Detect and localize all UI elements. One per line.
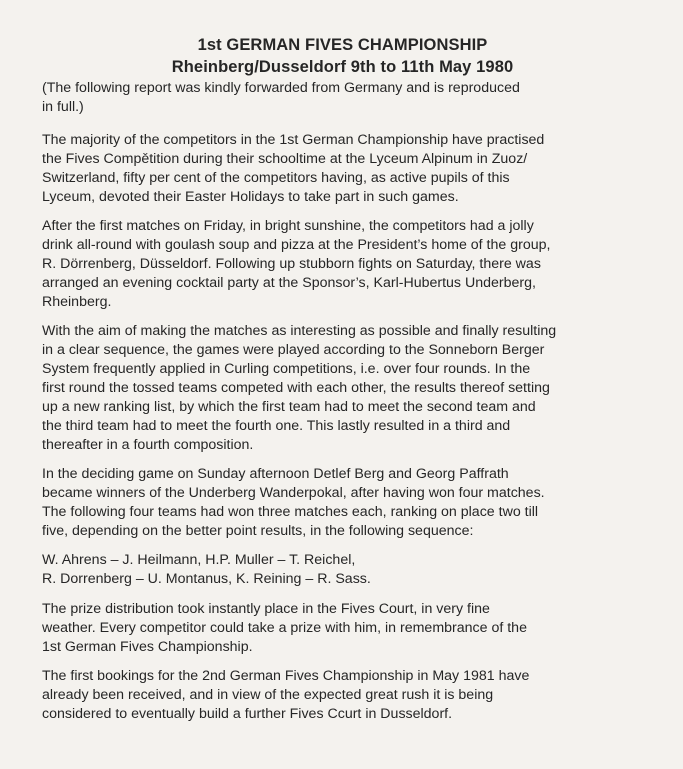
paragraph-line: The majority of the competitors in the 1st German Championship have practised: [42, 132, 545, 148]
team-ranking-row: R. Dorrenberg – U. Montanus, K. Reining – R. Sass.: [42, 571, 371, 587]
paragraph-line: the Fives Compětition during their schooltime at the Lyceum Alpinum in Zuoz/: [42, 151, 528, 167]
paragraph-line: With the aim of making the matches as interesting as possible and finally resulting: [42, 323, 557, 339]
paragraph-line: weather. Every competitor could take a prize with him, in remembrance of the: [42, 620, 527, 636]
paragraph-events: [42, 217, 643, 312]
paragraph-line: The following four teams had won three matches each, ranking on place two till: [42, 504, 539, 520]
paragraph-line: the third team had to meet the fourth one. This lastly resulted in a third and: [42, 418, 511, 434]
paragraph-line: The first bookings for the 2nd German Fives Championship in May 1981 have: [42, 668, 530, 684]
team-ranking-row: W. Ahrens – J. Heilmann, H.P. Muller – T. Reichel,: [42, 552, 356, 568]
paragraph-format: [42, 322, 643, 455]
document-subtitle: Rheinberg/Dusseldorf 9th to 11th May 1980: [171, 58, 514, 76]
paragraph-results: [42, 465, 643, 541]
paragraph-line: considered to eventually build a further Fives Ccurt in Dusseldorf.: [42, 706, 453, 722]
paragraph-line: arranged an evening cocktail party at the Sponsor’s, Karl-Hubertus Underberg,: [42, 275, 536, 291]
paragraph-next-championship: [42, 667, 643, 724]
paragraph-line: became winners of the Underberg Wanderpokal, after having won four matches.: [42, 485, 545, 501]
intro-line: (The following report was kindly forwarded from Germany and is reproduced: [42, 80, 520, 96]
paragraph-line: After the first matches on Friday, in bright sunshine, the competitors had a jolly: [42, 218, 534, 234]
intro-note: [42, 79, 643, 117]
paragraph-line: Switzerland, fifty per cent of the competitors having, as active pupils of this: [42, 170, 510, 186]
document-title: 1st GERMAN FIVES CHAMPIONSHIP: [197, 36, 488, 54]
paragraph-line: The prize distribution took instantly place in the Fives Court, in very fine: [42, 601, 490, 617]
paragraph-prizes: [42, 600, 643, 657]
paragraph-line: R. Dörrenberg, Düsseldorf. Following up stubborn fights on Saturday, there was: [42, 256, 541, 272]
intro-line: in full.): [42, 99, 84, 115]
paragraph-line: in a clear sequence, the games were played according to the Sonneborn Berger: [42, 342, 545, 358]
paragraph-line: up a new ranking list, by which the first team had to meet the second team and: [42, 399, 536, 415]
paragraph-line: System frequently applied in Curling competitions, i.e. over four rounds. In the: [42, 361, 531, 377]
paragraph-line: Rheinberg.: [42, 294, 112, 310]
paragraph-line: already been received, and in view of the expected great rush it is being: [42, 687, 494, 703]
paragraph-line: drink all-round with goulash soup and pizza at the President’s home of the group,: [42, 237, 551, 253]
paragraph-line: In the deciding game on Sunday afternoon Detlef Berg and Georg Paffrath: [42, 466, 509, 482]
paragraph-background: [42, 131, 643, 207]
paragraph-line: five, depending on the better point results, in the following sequence:: [42, 523, 474, 539]
paragraph-line: thereafter in a fourth composition.: [42, 437, 254, 453]
paragraph-line: Lyceum, devoted their Easter Holidays to take part in such games.: [42, 189, 459, 205]
paragraph-line: 1st German Fives Championship.: [42, 639, 253, 655]
paragraph-line: first round the tossed teams competed with each other, the results thereof setting: [42, 380, 550, 396]
team-ranking-list: [42, 551, 643, 589]
